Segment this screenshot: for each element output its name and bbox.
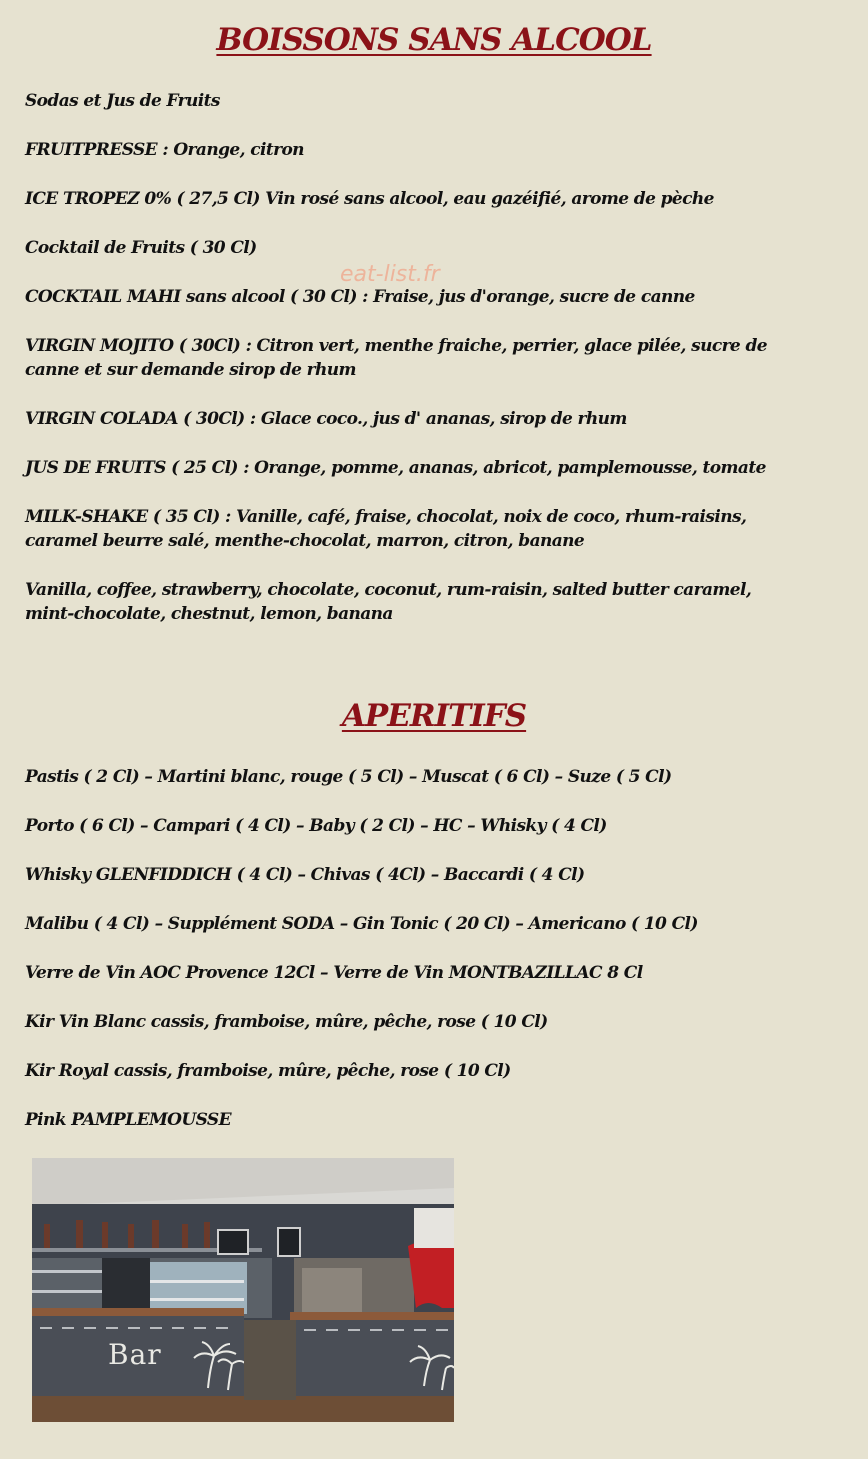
menu-line-milk-shake-english: Vanilla, coffee, strawberry, chocolate, coconut, rum-raisin, salted butter caramel, mint-chocolate, chestnut, lemon, banana [25,580,752,624]
section-title-boissons: BOISSONS SANS ALCOOL [216,22,652,58]
menu-line-cocktail-fruits: Cocktail de Fruits ( 30 Cl) [25,238,257,258]
menu-line-jus-de-fruits: JUS DE FRUITS ( 25 Cl) : Orange, pomme, ananas, abricot, pamplemousse, tomate [25,458,766,478]
menu-line-virgin-mojito: VIRGIN MOJITO ( 30Cl) : Citron vert, menthe fraiche, perrier, glace pilée, sucre de canne et sur demande sirop de rhum [25,336,767,380]
menu-line-pastis: Pastis ( 2 Cl) – Martini blanc, rouge ( 5 Cl) – Muscat ( 6 Cl) – Suze ( 5 Cl) [25,767,672,787]
menu-line-milk-shake: MILK-SHAKE ( 35 Cl) : Vanille, café, fraise, chocolat, noix de coco, rhum-raisins, caramel beurre salé, menthe-chocolat, marron, citron, banane [25,507,747,551]
menu-line-virgin-colada: VIRGIN COLADA ( 30Cl) : Glace coco., jus d' ananas, sirop de rhum [25,409,627,429]
menu-line-malibu: Malibu ( 4 Cl) – Supplément SODA – Gin Tonic ( 20 Cl) – Americano ( 10 Cl) [25,914,698,934]
menu-line-kir-vin-blanc: Kir Vin Blanc cassis, framboise, mûre, pêche, rose ( 10 Cl) [25,1012,548,1032]
menu-line-cocktail-mahi: COCKTAIL MAHI sans alcool ( 30 Cl) : Fraise, jus d'orange, sucre de canne [25,287,695,307]
menu-line-sodas: Sodas et Jus de Fruits [25,91,220,111]
menu-line-verre-de-vin: Verre de Vin AOC Provence 12Cl – Verre de Vin MONTBAZILLAC 8 Cl [25,963,643,983]
section-title-aperitifs: APERITIFS [341,698,527,734]
menu-line-porto: Porto ( 6 Cl) – Campari ( 4 Cl) – Baby ( 2 Cl) – HC – Whisky ( 4 Cl) [25,816,607,836]
watermark: eat-list.fr [340,262,440,287]
menu-line-ice-tropez: ICE TROPEZ 0% ( 27,5 Cl) Vin rosé sans alcool, eau gazéifié, arome de pèche [25,189,714,209]
menu-line-whisky: Whisky GLENFIDDICH ( 4 Cl) – Chivas ( 4Cl) – Baccardi ( 4 Cl) [25,865,585,885]
menu-line-kir-royal: Kir Royal cassis, framboise, mûre, pêche, rose ( 10 Cl) [25,1061,511,1081]
menu-line-fruitpresse: FRUITPRESSE : Orange, citron [25,140,304,160]
bar-photo [32,1158,454,1422]
menu-line-pink-pamplemousse: Pink PAMPLEMOUSSE [25,1110,231,1130]
bar-sign: Bar [108,1338,162,1371]
